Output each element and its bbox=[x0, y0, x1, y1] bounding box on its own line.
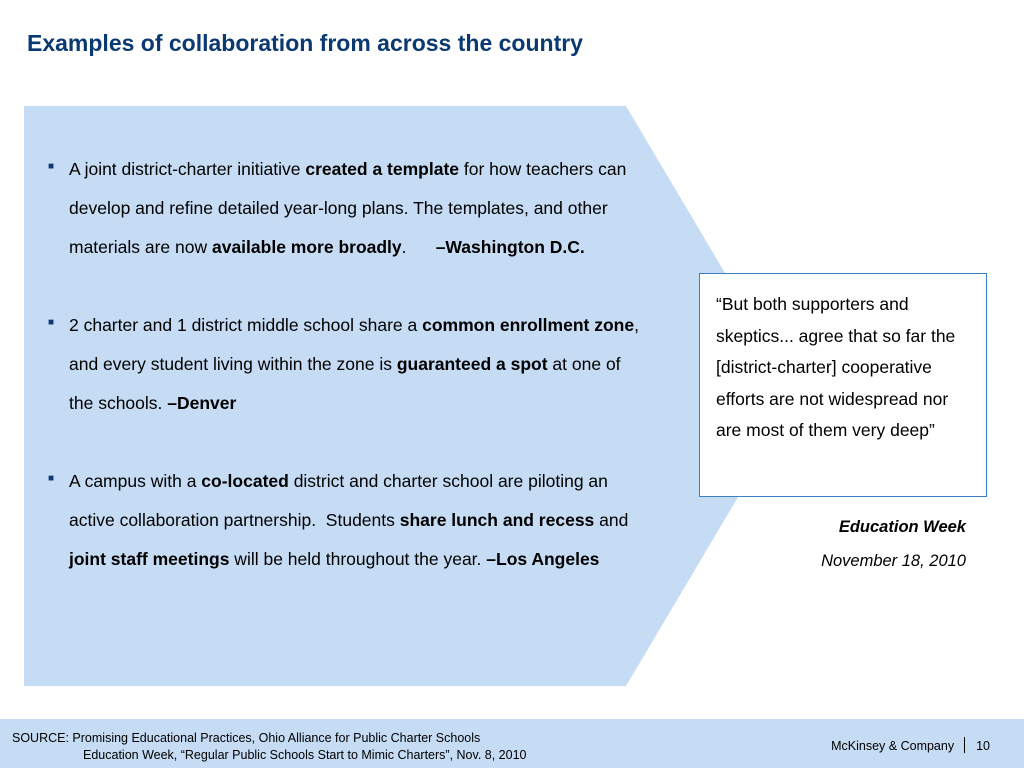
square-bullet-icon: ■ bbox=[48, 473, 55, 484]
bullet-emphasis: co-located bbox=[201, 471, 289, 491]
bullet-location: –Los Angeles bbox=[486, 549, 600, 569]
bullet-emphasis: guaranteed a spot bbox=[396, 354, 548, 374]
slide-title: Examples of collaboration from across the country bbox=[27, 30, 583, 56]
footer-source bbox=[12, 730, 526, 764]
footer-divider bbox=[964, 737, 965, 753]
footer-bar bbox=[0, 719, 1024, 768]
bullet-emphasis: share lunch and recess bbox=[399, 510, 595, 530]
bullet-item-washington bbox=[46, 150, 646, 267]
bullet-emphasis: created a template bbox=[305, 159, 460, 179]
company-name: McKinsey & Company bbox=[831, 739, 955, 753]
square-bullet-icon: ■ bbox=[48, 161, 55, 172]
bullet-text: 2 charter and 1 district middle school share a bbox=[69, 315, 423, 335]
quote-box bbox=[699, 273, 987, 497]
bullet-item-denver bbox=[46, 306, 646, 423]
bullet-text: . bbox=[401, 237, 436, 257]
bullet-location: –Washington D.C. bbox=[435, 237, 585, 257]
quote-source: Education Week bbox=[838, 518, 966, 536]
bullet-text: A campus with a bbox=[69, 471, 202, 491]
quote-text: “But both supporters and skeptics... agree that so far the [district-charter] cooperative efforts are not widespread nor are most of them very deep” bbox=[716, 294, 956, 440]
bullet-text: for how teachers can develop and refine detailed year-long plans. The templates, and other materials are now bbox=[69, 159, 627, 257]
bullet-text: at one of the schools. bbox=[69, 354, 621, 413]
bullet-text: and bbox=[594, 510, 629, 530]
bullet-emphasis: available more broadly bbox=[211, 237, 402, 257]
bullet-list bbox=[46, 150, 646, 579]
bullet-location: –Denver bbox=[167, 393, 237, 413]
square-bullet-icon: ■ bbox=[48, 317, 55, 328]
footer-branding bbox=[831, 737, 990, 753]
bullet-emphasis: joint staff meetings bbox=[69, 549, 230, 569]
bullet-text: will be held throughout the year. bbox=[229, 549, 487, 569]
bullet-item-los-angeles bbox=[46, 462, 646, 579]
footer-source-line-1: SOURCE: Promising Educational Practices, Ohio Alliance for Public Charter Schools bbox=[12, 731, 481, 745]
bullet-text: A joint district-charter initiative bbox=[69, 159, 306, 179]
bullet-emphasis: common enrollment zone bbox=[422, 315, 635, 335]
page-number: 10 bbox=[976, 739, 990, 753]
footer-source-line-2: Education Week, “Regular Public Schools Start to Mimic Charters”, Nov. 8, 2010 bbox=[83, 748, 527, 762]
bullet-text: district and charter school are piloting an active collaboration partnership. Students bbox=[69, 471, 613, 530]
quote-date: November 18, 2010 bbox=[821, 552, 966, 570]
bullet-text: , and every student living within the zone is bbox=[69, 315, 639, 374]
